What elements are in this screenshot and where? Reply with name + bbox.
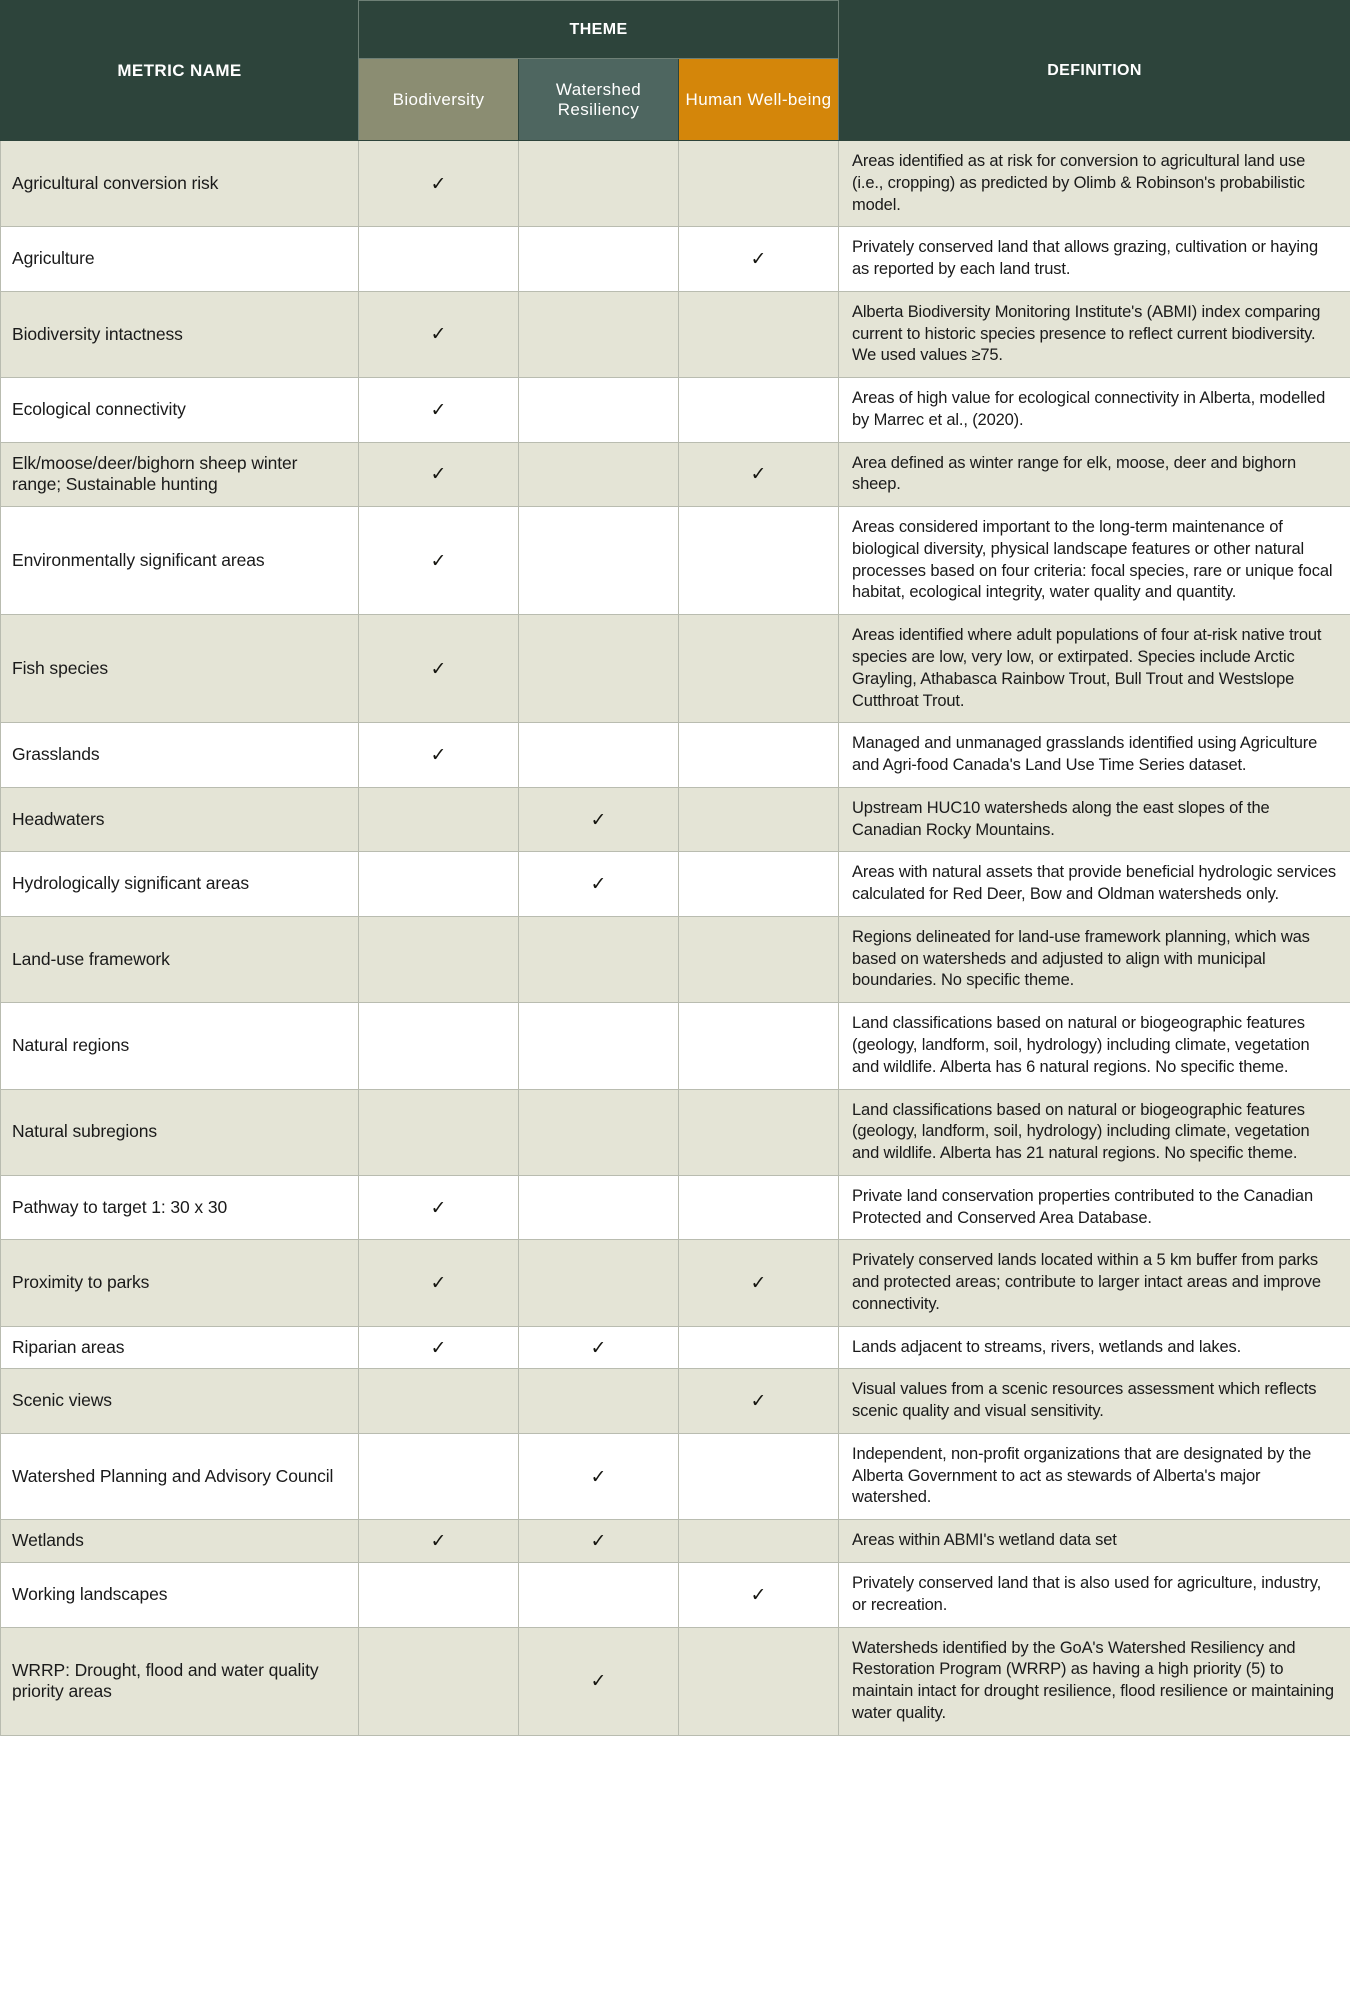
check-icon: ✓ bbox=[590, 1465, 607, 1488]
definition-cell: Lands adjacent to streams, rivers, wetlands and lakes. bbox=[839, 1326, 1350, 1369]
theme-human-cell bbox=[679, 378, 839, 443]
table-row bbox=[1, 1562, 1350, 1627]
theme-biodiversity-cell bbox=[359, 1175, 519, 1240]
theme-biodiversity-cell bbox=[359, 787, 519, 852]
table-row bbox=[1, 787, 1350, 852]
definition-cell: Upstream HUC10 watersheds along the east slopes of the Canadian Rocky Mountains. bbox=[839, 787, 1350, 852]
check-icon: ✓ bbox=[750, 248, 767, 271]
metric-name-cell: Headwaters bbox=[1, 787, 359, 852]
metric-name-cell: Wetlands bbox=[1, 1520, 359, 1563]
theme-human-cell bbox=[679, 1089, 839, 1175]
definition-cell: Areas considered important to the long-term maintenance of biological diversity, physical landscape features or other natural processes based on four criteria: focal species, rare or unique focal habitat, ecological integrity, water quality and quantity. bbox=[839, 507, 1350, 615]
table-row bbox=[1, 141, 1350, 227]
theme-biodiversity-cell bbox=[359, 615, 519, 723]
table-row bbox=[1, 916, 1350, 1002]
column-header-human-well-being: Human Well-being bbox=[679, 59, 839, 141]
check-icon: ✓ bbox=[430, 1271, 447, 1294]
definition-cell: Regions delineated for land-use framework planning, which was based on watersheds and adjusted to align with municipal boundaries. No specific theme. bbox=[839, 916, 1350, 1002]
theme-human-cell bbox=[679, 723, 839, 788]
column-header-watershed-resiliency: Watershed Resiliency bbox=[519, 59, 679, 141]
table-row bbox=[1, 1520, 1350, 1563]
theme-watershed-cell bbox=[519, 723, 679, 788]
table-row bbox=[1, 1003, 1350, 1089]
theme-watershed-cell bbox=[519, 378, 679, 443]
table-row bbox=[1, 723, 1350, 788]
table-body bbox=[1, 141, 1350, 1736]
definition-cell: Managed and unmanaged grasslands identified using Agriculture and Agri-food Canada's Land Use Time Series dataset. bbox=[839, 723, 1350, 788]
check-icon: ✓ bbox=[430, 463, 447, 486]
theme-biodiversity-cell bbox=[359, 1003, 519, 1089]
header-row-top bbox=[1, 1, 1350, 59]
check-icon: ✓ bbox=[430, 172, 447, 195]
theme-watershed-cell bbox=[519, 442, 679, 507]
check-icon: ✓ bbox=[430, 1336, 447, 1359]
definition-cell: Privately conserved land that allows grazing, cultivation or haying as reported by each land trust. bbox=[839, 227, 1350, 292]
check-icon: ✓ bbox=[430, 549, 447, 572]
check-icon: ✓ bbox=[430, 744, 447, 767]
definition-cell: Areas of high value for ecological connectivity in Alberta, modelled by Marrec et al., (2020). bbox=[839, 378, 1350, 443]
table-row bbox=[1, 442, 1350, 507]
theme-watershed-cell bbox=[519, 141, 679, 227]
theme-human-cell bbox=[679, 442, 839, 507]
theme-human-cell bbox=[679, 227, 839, 292]
theme-human-cell bbox=[679, 1240, 839, 1326]
table-row bbox=[1, 1326, 1350, 1369]
metric-name-cell: Land-use framework bbox=[1, 916, 359, 1002]
theme-watershed-cell bbox=[519, 852, 679, 917]
definition-cell: Areas identified as at risk for conversion to agricultural land use (i.e., cropping) as predicted by Olimb & Robinson's probabilistic model. bbox=[839, 141, 1350, 227]
definition-cell: Watersheds identified by the GoA's Watershed Resiliency and Restoration Program (WRRP) as having a high priority (5) to maintain intact for drought resilience, flood resilience or maintaining water quality. bbox=[839, 1627, 1350, 1735]
definition-cell: Privately conserved lands located within a 5 km buffer from parks and protected areas; contribute to larger intact areas and improve connectivity. bbox=[839, 1240, 1350, 1326]
metric-name-cell: Scenic views bbox=[1, 1369, 359, 1434]
theme-biodiversity-cell bbox=[359, 378, 519, 443]
column-header-definition: DEFINITION bbox=[839, 1, 1350, 141]
table-row bbox=[1, 1369, 1350, 1434]
metric-name-cell: Agriculture bbox=[1, 227, 359, 292]
metric-name-cell: Ecological connectivity bbox=[1, 378, 359, 443]
check-icon: ✓ bbox=[430, 657, 447, 680]
theme-human-cell bbox=[679, 1326, 839, 1369]
theme-human-cell bbox=[679, 507, 839, 615]
theme-biodiversity-cell bbox=[359, 1520, 519, 1563]
metric-name-cell: Riparian areas bbox=[1, 1326, 359, 1369]
theme-watershed-cell bbox=[519, 1433, 679, 1519]
metric-name-cell: Elk/moose/deer/bighorn sheep winter range; Sustainable hunting bbox=[1, 442, 359, 507]
definition-cell: Area defined as winter range for elk, moose, deer and bighorn sheep. bbox=[839, 442, 1350, 507]
definition-cell: Land classifications based on natural or biogeographic features (geology, landform, soil, hydrology) including climate, vegetation and wildlife. Alberta has 6 natural regions. No specific theme. bbox=[839, 1003, 1350, 1089]
metric-name-cell: Natural regions bbox=[1, 1003, 359, 1089]
theme-biodiversity-cell bbox=[359, 1369, 519, 1434]
metric-name-cell: Working landscapes bbox=[1, 1562, 359, 1627]
metric-name-cell: Grasslands bbox=[1, 723, 359, 788]
check-icon: ✓ bbox=[750, 1583, 767, 1606]
theme-human-cell bbox=[679, 291, 839, 377]
table-header bbox=[1, 1, 1350, 141]
theme-human-cell bbox=[679, 1433, 839, 1519]
theme-biodiversity-cell bbox=[359, 916, 519, 1002]
definition-cell: Areas within ABMI's wetland data set bbox=[839, 1520, 1350, 1563]
theme-watershed-cell bbox=[519, 1326, 679, 1369]
metric-name-cell: Natural subregions bbox=[1, 1089, 359, 1175]
definition-cell: Land classifications based on natural or biogeographic features (geology, landform, soil, hydrology) including climate, vegetation and wildlife. Alberta has 21 natural regions. No specific theme. bbox=[839, 1089, 1350, 1175]
definition-cell: Private land conservation properties contributed to the Canadian Protected and Conserved Area Database. bbox=[839, 1175, 1350, 1240]
check-icon: ✓ bbox=[430, 1196, 447, 1219]
theme-biodiversity-cell bbox=[359, 291, 519, 377]
theme-biodiversity-cell bbox=[359, 1433, 519, 1519]
theme-human-cell bbox=[679, 852, 839, 917]
check-icon: ✓ bbox=[750, 463, 767, 486]
table-row bbox=[1, 1089, 1350, 1175]
theme-human-cell bbox=[679, 141, 839, 227]
theme-biodiversity-cell bbox=[359, 507, 519, 615]
theme-human-cell bbox=[679, 1562, 839, 1627]
table-row bbox=[1, 507, 1350, 615]
table-row bbox=[1, 291, 1350, 377]
metric-name-cell: Fish species bbox=[1, 615, 359, 723]
check-icon: ✓ bbox=[750, 1390, 767, 1413]
metric-name-cell: Hydrologically significant areas bbox=[1, 852, 359, 917]
theme-watershed-cell bbox=[519, 916, 679, 1002]
theme-human-cell bbox=[679, 787, 839, 852]
theme-watershed-cell bbox=[519, 1003, 679, 1089]
metric-name-cell: Pathway to target 1: 30 x 30 bbox=[1, 1175, 359, 1240]
theme-biodiversity-cell bbox=[359, 442, 519, 507]
theme-biodiversity-cell bbox=[359, 723, 519, 788]
theme-watershed-cell bbox=[519, 507, 679, 615]
metric-name-cell: Biodiversity intactness bbox=[1, 291, 359, 377]
theme-biodiversity-cell bbox=[359, 141, 519, 227]
table-row bbox=[1, 1433, 1350, 1519]
check-icon: ✓ bbox=[590, 1530, 607, 1553]
table-row bbox=[1, 852, 1350, 917]
theme-biodiversity-cell bbox=[359, 1326, 519, 1369]
theme-biodiversity-cell bbox=[359, 1562, 519, 1627]
table-row bbox=[1, 1175, 1350, 1240]
metric-name-cell: Environmentally significant areas bbox=[1, 507, 359, 615]
metric-name-cell: Agricultural conversion risk bbox=[1, 141, 359, 227]
theme-biodiversity-cell bbox=[359, 1627, 519, 1735]
theme-watershed-cell bbox=[519, 1369, 679, 1434]
theme-human-cell bbox=[679, 916, 839, 1002]
theme-watershed-cell bbox=[519, 1240, 679, 1326]
theme-watershed-cell bbox=[519, 1175, 679, 1240]
theme-watershed-cell bbox=[519, 1562, 679, 1627]
theme-biodiversity-cell bbox=[359, 852, 519, 917]
theme-biodiversity-cell bbox=[359, 1089, 519, 1175]
definition-cell: Areas with natural assets that provide beneficial hydrologic services calculated for Red Deer, Bow and Oldman watersheds only. bbox=[839, 852, 1350, 917]
theme-biodiversity-cell bbox=[359, 1240, 519, 1326]
theme-watershed-cell bbox=[519, 787, 679, 852]
check-icon: ✓ bbox=[590, 808, 607, 831]
column-header-theme: THEME bbox=[359, 1, 839, 59]
check-icon: ✓ bbox=[590, 1336, 607, 1359]
theme-human-cell bbox=[679, 1003, 839, 1089]
check-icon: ✓ bbox=[750, 1271, 767, 1294]
theme-watershed-cell bbox=[519, 1627, 679, 1735]
theme-watershed-cell bbox=[519, 1520, 679, 1563]
check-icon: ✓ bbox=[590, 873, 607, 896]
definition-cell: Visual values from a scenic resources assessment which reflects scenic quality and visual sensitivity. bbox=[839, 1369, 1350, 1434]
theme-biodiversity-cell bbox=[359, 227, 519, 292]
metric-name-cell: WRRP: Drought, flood and water quality priority areas bbox=[1, 1627, 359, 1735]
metric-name-cell: Proximity to parks bbox=[1, 1240, 359, 1326]
theme-watershed-cell bbox=[519, 227, 679, 292]
theme-human-cell bbox=[679, 615, 839, 723]
column-header-metric-name: METRIC NAME bbox=[1, 1, 359, 141]
table-row bbox=[1, 1240, 1350, 1326]
theme-watershed-cell bbox=[519, 1089, 679, 1175]
table-row bbox=[1, 378, 1350, 443]
check-icon: ✓ bbox=[590, 1670, 607, 1693]
table-row bbox=[1, 615, 1350, 723]
table-row bbox=[1, 227, 1350, 292]
theme-human-cell bbox=[679, 1175, 839, 1240]
definition-cell: Areas identified where adult populations of four at-risk native trout species are low, very low, or extirpated. Species include Arctic Grayling, Athabasca Rainbow Trout, Bull Trout and Westslope Cutthroat Trout. bbox=[839, 615, 1350, 723]
definition-cell: Independent, non-profit organizations that are designated by the Alberta Government to act as stewards of Alberta's major watershed. bbox=[839, 1433, 1350, 1519]
check-icon: ✓ bbox=[430, 398, 447, 421]
column-header-biodiversity: Biodiversity bbox=[359, 59, 519, 141]
metric-name-cell: Watershed Planning and Advisory Council bbox=[1, 1433, 359, 1519]
theme-human-cell bbox=[679, 1627, 839, 1735]
theme-human-cell bbox=[679, 1369, 839, 1434]
theme-watershed-cell bbox=[519, 291, 679, 377]
theme-human-cell bbox=[679, 1520, 839, 1563]
definition-cell: Alberta Biodiversity Monitoring Institute's (ABMI) index comparing current to historic species presence to reflect current biodiversity. We used values ≥75. bbox=[839, 291, 1350, 377]
theme-watershed-cell bbox=[519, 615, 679, 723]
check-icon: ✓ bbox=[430, 1530, 447, 1553]
table-row bbox=[1, 1627, 1350, 1735]
definition-cell: Privately conserved land that is also used for agriculture, industry, or recreation. bbox=[839, 1562, 1350, 1627]
check-icon: ✓ bbox=[430, 323, 447, 346]
